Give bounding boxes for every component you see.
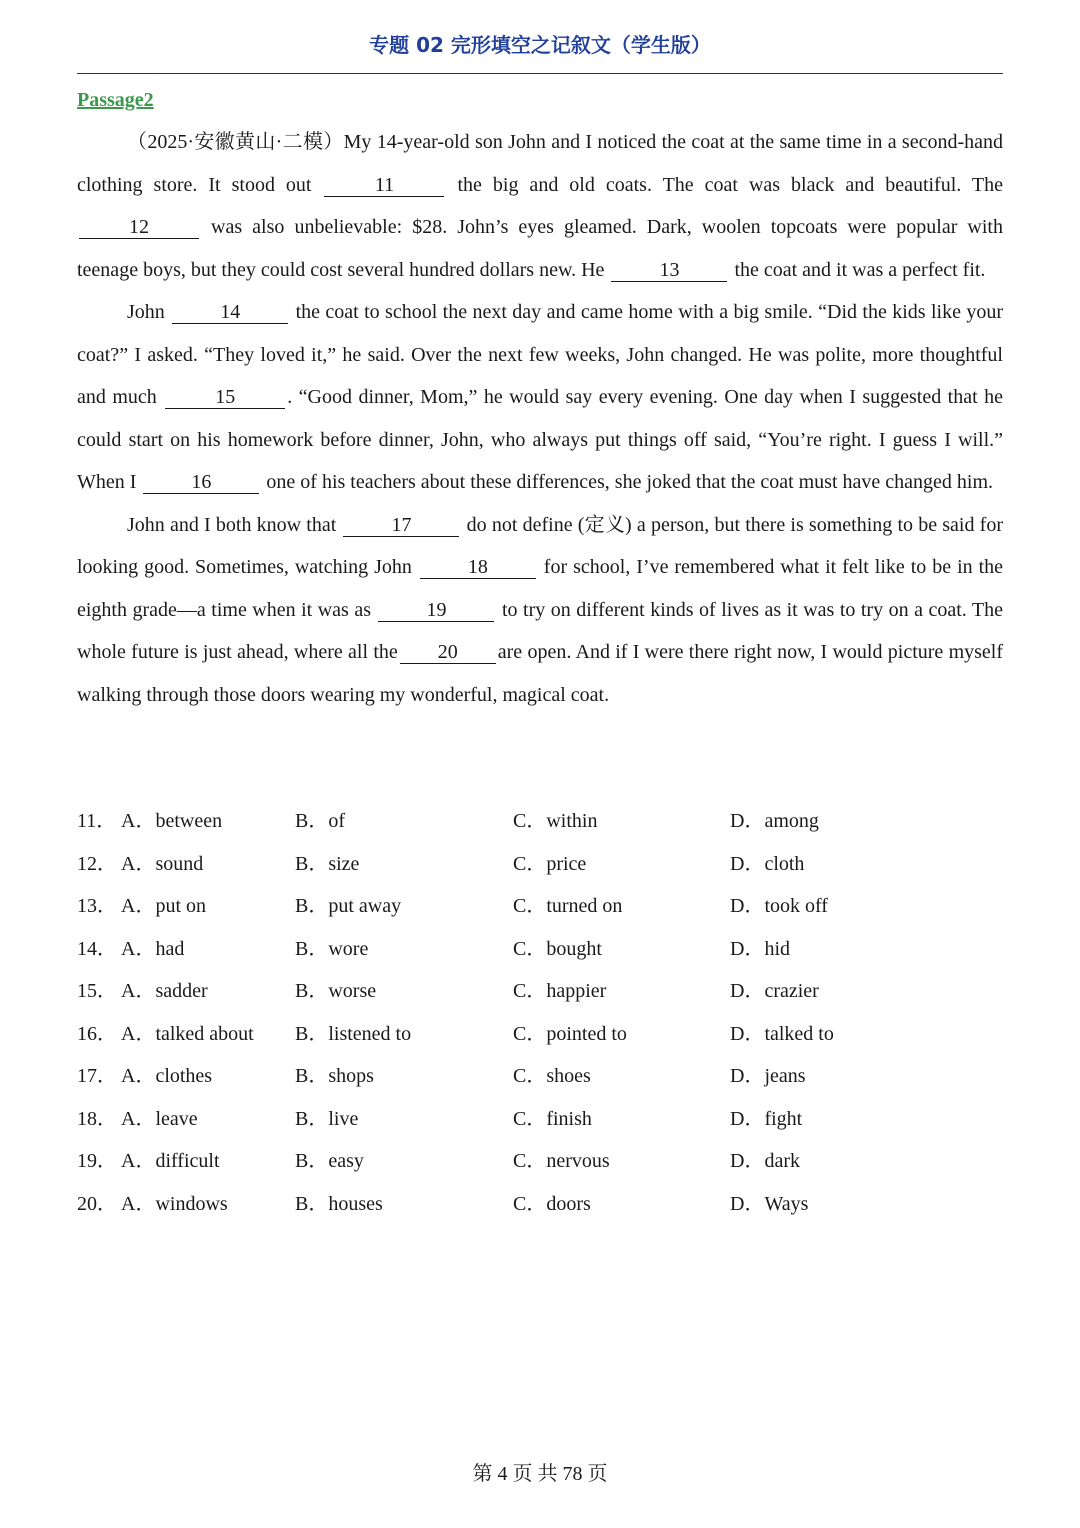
option-a: A．sound xyxy=(121,852,204,875)
option-b: B．shops xyxy=(295,1065,374,1087)
option-b: B．put away xyxy=(295,895,402,917)
option-b: B．worse xyxy=(295,980,377,1002)
blank-20: 20 xyxy=(400,641,496,664)
option-d: D．dark xyxy=(730,1150,800,1172)
blank-14: 14 xyxy=(172,301,288,324)
option-d: D．hid xyxy=(730,937,790,960)
option-row xyxy=(77,885,1003,928)
blank-12: 12 xyxy=(79,216,199,239)
blank-19: 19 xyxy=(378,599,494,622)
option-b: B．live xyxy=(295,1107,359,1130)
option-a: A．between xyxy=(121,810,223,832)
option-row xyxy=(77,800,1003,843)
blank-11: 11 xyxy=(324,174,444,197)
paragraph-3 xyxy=(77,504,1003,717)
option-a: A．sadder xyxy=(121,980,208,1002)
text-run: John and I both know that xyxy=(127,513,342,536)
blank-18: 18 xyxy=(420,556,536,579)
blank-17: 17 xyxy=(343,514,459,537)
option-b: B．size xyxy=(295,852,360,875)
text-run: are open. And if I were there right now, I would picture myself walking through those doors wearing my wonderful, magical coat. xyxy=(77,641,1003,706)
question-number: 18． xyxy=(77,1107,117,1130)
question-number: 11． xyxy=(77,810,117,832)
option-row xyxy=(77,928,1003,971)
option-d: D．talked to xyxy=(730,1022,834,1045)
text-run: to try on different kinds of lives as it was to try on a coat. The whole future is just ahead, where all the xyxy=(77,598,1003,663)
paragraph-1 xyxy=(77,121,1003,291)
blank-13: 13 xyxy=(611,259,727,282)
text-run: the coat to school the next day and came home with a big smile. “Did the kids like your coat?” I asked. “They loved it,” he said. Over the next few weeks, John changed. He was polite, more thoughtful and much xyxy=(77,301,1003,408)
text-run: the coat and it was a perfect fit. xyxy=(729,258,986,281)
option-c: C．turned on xyxy=(513,895,623,917)
option-row xyxy=(77,970,1003,1013)
option-c: C．doors xyxy=(513,1192,591,1215)
answer-options xyxy=(77,800,1003,1225)
text-run: the big and old coats. The coat was black and beautiful. The xyxy=(446,173,1003,196)
page-footer: 第 4 页 共 78 页 xyxy=(472,1463,608,1485)
option-row xyxy=(77,1055,1003,1098)
option-a: A．difficult xyxy=(121,1150,220,1172)
option-a: A．put on xyxy=(121,895,206,917)
blank-15: 15 xyxy=(165,386,285,409)
question-number: 17． xyxy=(77,1065,117,1087)
passage-text xyxy=(77,121,1003,716)
page-header-title: 专题 02 完形填空之记叙文（学生版） xyxy=(369,33,711,57)
option-d: D．fight xyxy=(730,1107,803,1130)
option-row xyxy=(77,1140,1003,1183)
option-a: A．clothes xyxy=(121,1065,213,1087)
text-run: one of his teachers about these differences, she joked that the coat must have changed him. xyxy=(261,471,994,493)
question-number: 13． xyxy=(77,895,117,917)
text-run: do not define (定义) a person, but there is something to be said for looking good. Sometimes, watching John xyxy=(77,513,1004,578)
option-c: C．happier xyxy=(513,980,607,1002)
text-run: （2025·安徽黄山·二模）My 14-year-old son John and I noticed the coat at the same time in a second-hand clothing store. It stood out xyxy=(77,131,1003,196)
option-d: D．cloth xyxy=(730,852,805,875)
text-run: John xyxy=(127,301,171,323)
option-d: D．Ways xyxy=(730,1192,809,1215)
option-d: D．took off xyxy=(730,895,828,917)
option-b: B．houses xyxy=(295,1192,383,1215)
option-c: C．shoes xyxy=(513,1065,591,1087)
option-row xyxy=(77,843,1003,886)
option-d: D．jeans xyxy=(730,1065,806,1087)
option-b: B．wore xyxy=(295,937,369,960)
option-d: D．crazier xyxy=(730,980,819,1002)
header-divider xyxy=(77,73,1003,74)
option-c: C．within xyxy=(513,810,598,832)
option-row xyxy=(77,1013,1003,1056)
option-c: C．pointed to xyxy=(513,1022,627,1045)
text-run: . “Good dinner, Mom,” he would say every evening. One day when I suggested that he could start on his homework before dinner, John, who always put things off said, “You’re right. I guess I will.” When I xyxy=(77,386,1004,493)
option-b: B．easy xyxy=(295,1150,364,1172)
option-row xyxy=(77,1098,1003,1141)
option-b: B．of xyxy=(295,810,345,832)
option-a: A．windows xyxy=(121,1192,228,1215)
question-number: 19． xyxy=(77,1150,117,1172)
option-b: B．listened to xyxy=(295,1022,412,1045)
question-number: 20． xyxy=(77,1192,117,1215)
question-number: 12． xyxy=(77,852,117,875)
question-number: 15． xyxy=(77,980,117,1002)
option-a: A．leave xyxy=(121,1107,198,1130)
text-run: was also unbelievable: $28. John’s eyes gleamed. Dark, woolen topcoats were popular with teenage boys, but they could cost several hundred dollars new. He xyxy=(77,216,1003,281)
option-c: C．nervous xyxy=(513,1150,610,1172)
option-a: A．had xyxy=(121,937,185,960)
paragraph-2 xyxy=(77,291,1003,504)
question-number: 16． xyxy=(77,1022,117,1045)
option-row xyxy=(77,1183,1003,1226)
blank-16: 16 xyxy=(143,471,259,494)
question-number: 14． xyxy=(77,937,117,960)
option-c: C．price xyxy=(513,852,587,875)
option-c: C．bought xyxy=(513,937,602,960)
option-c: C．finish xyxy=(513,1107,592,1130)
option-a: A．talked about xyxy=(121,1022,254,1045)
text-run: for school, I’ve remembered what it felt like to be in the eighth grade—a time when it was as xyxy=(77,556,1004,621)
passage-label: Passage2 xyxy=(77,89,154,111)
option-d: D．among xyxy=(730,810,819,832)
